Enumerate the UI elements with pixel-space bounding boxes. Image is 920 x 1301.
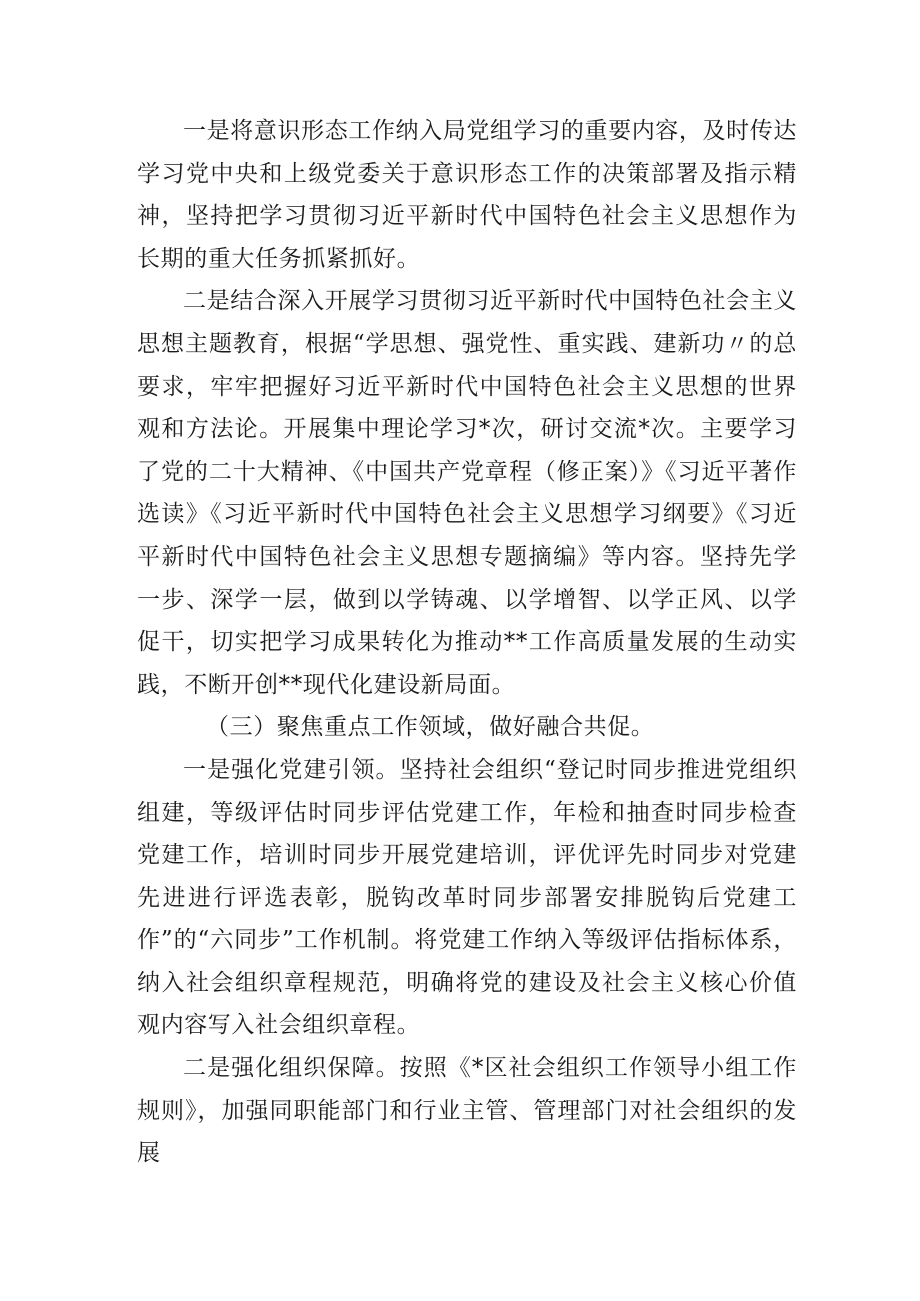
document-body [137, 110, 797, 1175]
paragraph-organization-support: 二是强化组织保障。按照《*区社会组织工作领导小组工作规则》，加强同职能部门和行业主管、管理部门对社会组织的发展 [137, 1055, 797, 1167]
paragraph-party-building: 一是强化党建引领。坚持社会组织“登记时同步推进党组织组建，等级评估时同步评估党建工作，年检和抽查时同步检查党建工作，培训时同步开展党建培训，评优评先时同步对党建先进进行评选表彰，脱钩改革时同步部署安排脱钩后党建工作”的“六同步”工作机制。将党建工作纳入等级评估指标体系，纳入社会组织章程规范，明确将党的建设及社会主义核心价值观内容写入社会组织章程。 [137, 756, 797, 1039]
paragraph-theme-education: 二是结合深入开展学习贯彻习近平新时代中国特色社会主义思想主题教育，根据“学思想、强党性、重实践、建新功〃的总要求，牢牢把握好习近平新时代中国特色社会主义思想的世界观和方法论。开展集中理论学习*次，研讨交流*次。主要学习了党的二十大精神、《中国共产党章程（修正案）》《习近平著作选读》《习近平新时代中国特色社会主义思想学习纲要》《习近平新时代中国特色社会主义思想专题摘编》等内容。坚持先学一步、深学一层，做到以学铸魂、以学增智、以学正风、以学促干，切实把学习成果转化为推动**工作高质量发展的生动实践，不断开创**现代化建设新局面。 [137, 288, 797, 698]
paragraph-ideology-study: 一是将意识形态工作纳入局党组学习的重要内容，及时传达学习党中央和上级党委关于意识形态工作的决策部署及指示精神，坚持把学习贯彻习近平新时代中国特色社会主义思想作为长期的重大任务抓紧抓好。 [137, 118, 797, 272]
section-heading-3: （三）聚焦重点工作领域，做好融合共促。 [206, 714, 655, 741]
